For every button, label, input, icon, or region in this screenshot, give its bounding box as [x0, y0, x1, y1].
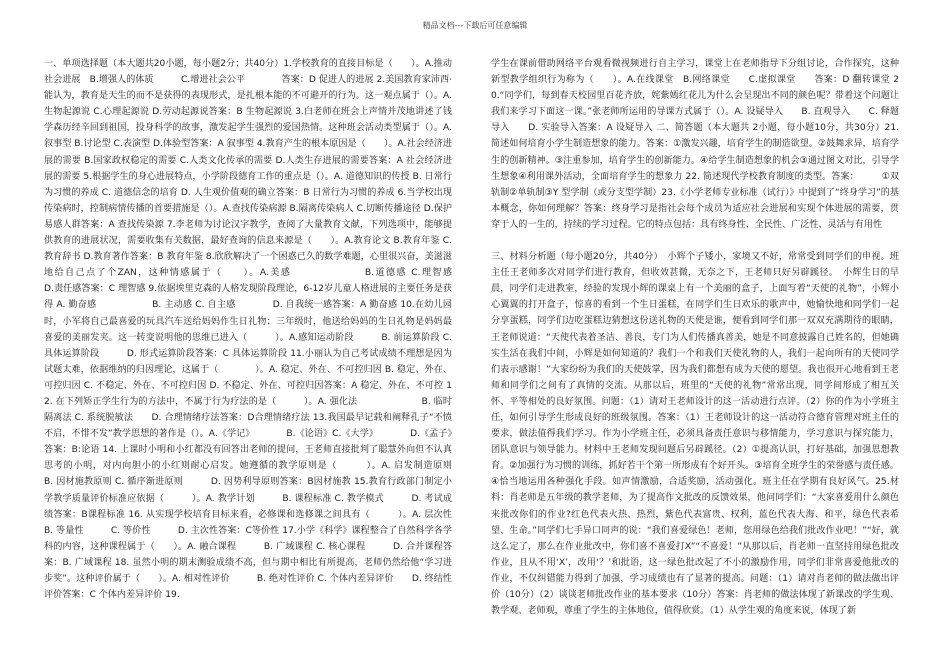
right-column-text: 学生在课前借助网络平台观看微视频进行自主学习，课堂上在老师指导下分组讨论，合作探究，这种新型教学组织行为称为（ ）。A.在线课堂 B.网络课堂 C.虚拟课堂 答案：D 翻转课堂 20.“同学们，每到春天校园里百花齐放，姹紫嫣红花儿为什么会呈现出不同的颜色呢？带着这个问题让我们来学习下面这一课。”张老师所运用的导课方式属于（）。A. 设疑导入 B. 直观导入 C. 释题导入 D. 实验导入答案：A 设疑导入 二、简答题（本大题共 2小题，每小题10分，共30分）21. 简述如何培育小学生制造想象的能力。答案：①激发兴趣，培育学生的制造欲望。②鼓舞求异，培育学生的创新精神。③注重参加，培育学生的创新能力。④给学生制造想象的机会③通过图文对比，引导学生想象④利用课外活动，全面培育学生的想象力 22. 简述现代学校教育制度的类型。答案： ①双轨制②单轨制③Y 型学制（或分支型学制）23.《小学老师专业标准（试行）》中提到了“终身学习”的基本概念，你如何理解？答案：终身学习是指社会每个成员为适应社会进展和实现个体进展的需要，贯穿于人的一生的，持续的学习过程。它的特点包括：具有终身性、全民性、广泛性、灵活与有用性	[491, 59, 899, 230]
right-column	[491, 56, 899, 619]
page-header: 精品文档---下载后可任意编辑	[422, 21, 528, 30]
material-analysis-section: 三、材料分析题（每小题20分，共40分） 小辉个子矮小，家境又不好，常常受到同学们的申视。班主任王老师多次对同学们进行教育，但收效甚微，无奈之下，王老师只好另辟蹊径。 小辉生日的早晨，同学们走进教室，经验的发现小辉的课桌上有一个美丽的盒子，上面写着“天使的礼物”，小辉小心翼翼的打开盒子，惊喜的看到一个生日蛋糕，在同学们生日欢乐的歌声中，她愉快地和同学们一起分享蛋糕，同学们边吃蛋糕边猜想这份送礼物的天使是谁，便看到同学们那一双双充满期待的眼睛，王老师说道：“天使代表着圣洁、善良，专门为人们传播真善美，她是不同意披露自己姓名的，但她确实生活在我们中间，小辉是如何知道的？我们一个和我们天使礼物的人，我们一起向所有的天使同学们表示感谢！”大家纷纷为我们的天使鼓掌，因为我们都想有成为天使的愿望。我也很开心地看到王老师和同学们之间有了真情的交流。从那以后，班里的“天使的礼物”常常出现，同学间形成了相互关怀、平等相处的良好氛围。问题：（1）请对王老师设计的这一活动进行点评。（2）你的作为小学班主任，如何引导学生形成良好的班级氛围。答案：（1）王老师设计的这一活动符合德育管理对班主任的要求，做法值得我们学习。作为小学班主任，必须具备责任意识与移情能力，学习意识与探究能力，团队意识与领导能力。材料中王老师发现问题后另辟蹊径。（2）①提高认识，打好基础，加强思想教育。②加强行为习惯的训练，抓好若干个第一所形成有个好开头。③培育全班学生的荣誉感与责任感。④恰当地运用各种强化手段。如声情激励，合适奖励，活动强化。班主任在学期有良好风气。25.材料：肖老师是五年级的教学老师，为了提高作文批改的反馈效果，他问同学们：“大家喜爱用什么颜色来批改你们的作业?红色代表火热、热烈，紫色代表富贵、权利，蓝色代表大海、和平，绿色代表希望、生命。”同学们七手异口同声的说：“我们喜爱绿色！老师，您用绿色给我们批改作业吧！”“好，就这么定了，那么在作业批改中，你们喜不喜爱打X”“不喜爱！”从那以后，肖老师一直坚持用绿色批改作业，且从不用‘X’，改用‘？’和批语，这一绿色批改起了不小的激励作用，同学们非常喜爱他批改的作业，不仅纠错能力得到了加强，学习成绩也有了显著的提高。问题：（1）请对肖老师的做法做出评价（10分）（2）谈谈老师批改作业的基本要求（10分）答案：肖老师的做法体现了新课改的学生观、教学观、老师观，尊重了学生的主体地位，值得欣赏。（1）从学生观的角度来说，体现了新	[491, 252, 899, 617]
left-column	[44, 56, 507, 603]
left-column-text: 一、单项选择题（本大题共20小题，每小题2分；共40分）1.学校教育的直接目标是（ ）。A.推动社会进展 B.增强人的体质 C.增进社会公平 答案：D 促进人的进展 2.美国教育家沛西·能认为，教育是天生的而不是获得的表现形式，是扎根本能的不可避开的行为。这一观点属于（）。A.生物起源说 C.心理起源说 D.劳动起源说答案：B 生物起源说 3.白老师在班会上声情并茂地讲述了钱学森历经辛回到祖国，投身科学的故事，激发起学生强烈的爱国热情。这种班会活动类型属于（）。A.叙事型 B.讨论型 C.表演型 D.体验型答案：A 叙事型 4.教育产生的根本原因是（ ）。A.社会经济进展的需要 B.国家政权稳定的需要 C.人类文化传承的需要 D.人类生存进展的需要答案：A 社会经济进展的需要 5.根据学生的身心进展特点，小学阶段德育工作的重点是（）。A. 道德知识的传授 B. 日常行为习惯的养成 C. 道德信念的培育 D. 人生观价值观的确立答案：B 日常行为习惯的养成 6.当学校出现传染病时，控制病情传播的首要措施是（）。A.查找传染病源 B.隔离传染病人 C.切断传播途径 D.保护易感人群答案：A 查找传染源 7.李老师为讨论汉字教学，查阅了大量教育文献，下列选项中，能够提供教育的进展状况，需要收集有关数据，最好查询的信息来源是（ ）。A.教育论文 B.教育年鉴 C.教育辞书 D.教育著作答案：B 教育年鉴 8.欣欣解决了一个困惑已久的数学难题，心里很兴奋，美滋滋地给自己点了个ZAN，这种情感属于（ ）。A.美感 B.道德感 C.理智感 D.责任感答案：C 理智感 9.依据埃里克森的人格发现阶段理论，6-12岁儿童人格进展的主要任务是获得 A. 勤奋感 B. 主动感 C. 自主感 D. 自我统一感答案：A 勤奋感 10.在幼儿园时，小军将自己最喜爱的玩具汽车送给妈妈作生日礼物；三年级时，他送给妈妈的生日礼物是妈妈最喜爱的美丽发夹。这一转变说明他的思维已进入（ ）。A.感知运动阶段 B. 前运算阶段 C. 具体运算阶段 D. 形式运算阶段答案：C 具体运算阶段 11.小丽认为自己考试成绩不理想是因为试题太难，依据维纳的归因理论，这属于（ ）。A. 稳定、外在、不可控归因 B. 稳定、外在、可控归因 C. 不稳定、外在、不可控归因 D. 不稳定、外在、可控归因答案：A 稳定、外在、不可控 12. 在下列矫正学生行为的方法中，不属于行为疗法的是（ ）。A. 强化法 B. 临时隔离法 C. 系统脱敏法 D. 合理情绪疗法答案：D合理情绪疗法 13.我国最早记载和阐释孔子“不愤不启，不悱不发”教学思想的著作是（）。A.《学记》 B.《论语》C.《大学》 D.《孟子》答案：B:论语 14. 上课时小明和小红都没有回答出老师的提问，王老师直接批判了聪慧外向但不认真思考的小明，对内向胆小的小红则耐心启发。她遵循的教学原则是（ ）。A. 启发制造原则 B. 因材施教原则 C. 循序渐进原则 D. 因势利导原则答案：B因材施教 15.教育行政部门制定小学教学质量评价标准应依据（ ）。A. 教学计划 B. 课程标准 C. 教学模式 D. 考试成绩答案：B课程标准 16. 从实现学校培育目标来看，必修课和选修课之间具有（ ）。A. 层次性 B. 等量性 C. 等价性 D. 主次性答案：C等价性 17.小学《科学》课程整合了自然科学各学科的内容，这种课程属于（ ）。A. 融合课程 B. 广域课程 C. 核心课程 D. 合并课程答案：B. 广域课程 18. 虽然小明的期末测验成绩不高，但与期中相比有所提高，老师仍然给他“学习进步奖”。这种评价属于（ ）。A. 相对性评价 B. 绝对性评价 C. 个体内差异评价 D. 终结性评价答案：C 个体内差异评价 19.	[44, 59, 507, 601]
